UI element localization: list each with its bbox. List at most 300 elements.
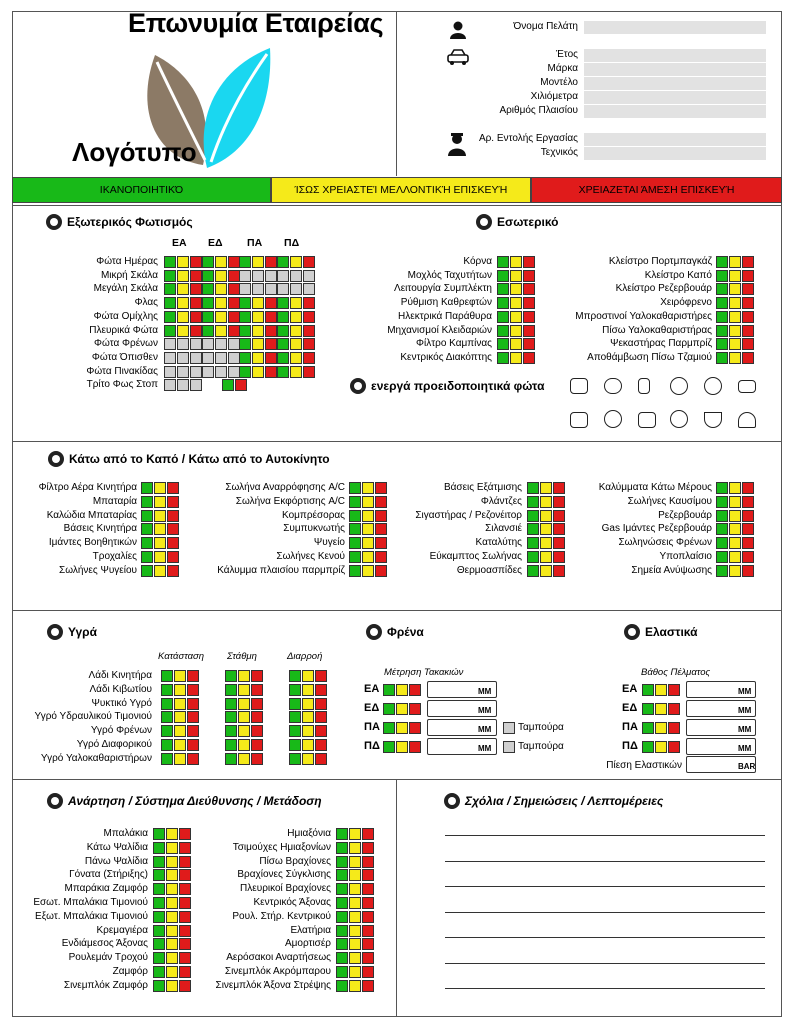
rating-box[interactable] [289, 725, 301, 737]
rating-box[interactable] [277, 325, 289, 337]
rating-box[interactable] [349, 897, 361, 909]
rating-box[interactable] [215, 256, 227, 268]
rating-box[interactable] [668, 722, 680, 734]
tire-tread-rating[interactable] [642, 684, 680, 696]
fluid-level-rating[interactable] [225, 670, 263, 682]
rating-box[interactable] [716, 352, 728, 364]
rating-box[interactable] [190, 379, 202, 391]
drum-checkbox[interactable] [503, 741, 515, 753]
rating-box[interactable] [239, 352, 251, 364]
rating-box[interactable] [349, 856, 361, 868]
ext-light-rating[interactable] [239, 311, 277, 323]
rating-box[interactable] [174, 684, 186, 696]
rating-box[interactable] [642, 741, 654, 753]
rating-box[interactable] [289, 739, 301, 751]
rating-box[interactable] [190, 366, 202, 378]
rating-box[interactable] [164, 325, 176, 337]
rating-box[interactable] [277, 270, 289, 282]
rating-box[interactable] [277, 297, 289, 309]
rating-box[interactable] [289, 684, 301, 696]
rating-box[interactable] [383, 722, 395, 734]
rating-box[interactable] [238, 698, 250, 710]
rating-box[interactable] [187, 670, 199, 682]
rating-box[interactable] [716, 510, 728, 522]
rating-box[interactable] [497, 283, 509, 295]
under-hood-rating[interactable] [716, 565, 754, 577]
rating-box[interactable] [349, 925, 361, 937]
rating-box[interactable] [251, 753, 263, 765]
ext-light-rating[interactable] [239, 283, 277, 295]
year-field[interactable] [584, 49, 766, 62]
interior-rating[interactable] [716, 311, 754, 323]
rating-box[interactable] [362, 869, 374, 881]
rating-box[interactable] [164, 366, 176, 378]
rating-box[interactable] [190, 352, 202, 364]
rating-box[interactable] [716, 537, 728, 549]
rating-box[interactable] [409, 684, 421, 696]
rating-box[interactable] [252, 352, 264, 364]
rating-box[interactable] [238, 725, 250, 737]
interior-rating[interactable] [716, 297, 754, 309]
rating-box[interactable] [302, 684, 314, 696]
rating-box[interactable] [349, 883, 361, 895]
rating-box[interactable] [190, 283, 202, 295]
fluid-leak-rating[interactable] [289, 753, 327, 765]
under-hood-rating[interactable] [716, 551, 754, 563]
ext-light-rating[interactable] [202, 256, 240, 268]
rating-box[interactable] [177, 311, 189, 323]
rating-box[interactable] [174, 739, 186, 751]
rating-box[interactable] [238, 711, 250, 723]
rating-box[interactable] [729, 256, 741, 268]
ext-light-rating[interactable] [164, 379, 202, 391]
fluid-condition-rating[interactable] [161, 711, 199, 723]
rating-box[interactable] [161, 725, 173, 737]
rating-box[interactable] [164, 256, 176, 268]
rating-box[interactable] [164, 297, 176, 309]
rating-box[interactable] [742, 311, 754, 323]
rating-box[interactable] [336, 980, 348, 992]
rating-box[interactable] [289, 670, 301, 682]
rating-box[interactable] [215, 270, 227, 282]
rating-box[interactable] [729, 565, 741, 577]
rating-box[interactable] [238, 739, 250, 751]
rating-box[interactable] [497, 311, 509, 323]
rating-box[interactable] [239, 297, 251, 309]
rating-box[interactable] [252, 256, 264, 268]
rating-box[interactable] [668, 684, 680, 696]
fluid-leak-rating[interactable] [289, 711, 327, 723]
rating-box[interactable] [277, 311, 289, 323]
rating-box[interactable] [187, 739, 199, 751]
rating-box[interactable] [238, 670, 250, 682]
rating-box[interactable] [716, 325, 728, 337]
rating-box[interactable] [177, 338, 189, 350]
suspension-rating[interactable] [336, 952, 374, 964]
rating-box[interactable] [716, 482, 728, 494]
rating-box[interactable] [174, 698, 186, 710]
ext-light-rating[interactable] [202, 283, 240, 295]
rating-box[interactable] [349, 966, 361, 978]
notes-line[interactable] [445, 963, 765, 964]
rating-box[interactable] [362, 897, 374, 909]
rating-box[interactable] [265, 256, 277, 268]
rating-box[interactable] [215, 297, 227, 309]
suspension-rating[interactable] [336, 828, 374, 840]
rating-box[interactable] [252, 338, 264, 350]
brake-pad-rating[interactable] [383, 684, 421, 696]
rating-box[interactable] [336, 842, 348, 854]
brake-pad-rating[interactable] [383, 741, 421, 753]
rating-box[interactable] [716, 338, 728, 350]
rating-box[interactable] [497, 352, 509, 364]
rating-box[interactable] [315, 684, 327, 696]
rating-box[interactable] [187, 684, 199, 696]
brake-pad-rating[interactable] [383, 722, 421, 734]
under-hood-rating[interactable] [716, 510, 754, 522]
rating-box[interactable] [265, 366, 277, 378]
tire-tread-rating[interactable] [642, 741, 680, 753]
suspension-rating[interactable] [336, 842, 374, 854]
make-field[interactable] [584, 63, 766, 76]
rating-box[interactable] [336, 938, 348, 950]
rating-box[interactable] [303, 366, 315, 378]
rating-box[interactable] [497, 297, 509, 309]
rating-box[interactable] [642, 703, 654, 715]
rating-box[interactable] [349, 869, 361, 881]
rating-box[interactable] [315, 698, 327, 710]
suspension-rating[interactable] [336, 980, 374, 992]
rating-box[interactable] [716, 270, 728, 282]
rating-box[interactable] [251, 698, 263, 710]
rating-box[interactable] [315, 725, 327, 737]
interior-rating[interactable] [716, 338, 754, 350]
work-order-field[interactable] [584, 133, 766, 146]
rating-box[interactable] [742, 283, 754, 295]
ext-light-rating[interactable] [164, 366, 202, 378]
rating-box[interactable] [396, 741, 408, 753]
interior-rating[interactable] [716, 256, 754, 268]
ext-light-rating[interactable] [202, 338, 240, 350]
rating-box[interactable] [729, 523, 741, 535]
rating-box[interactable] [362, 883, 374, 895]
rating-box[interactable] [215, 311, 227, 323]
rating-box[interactable] [336, 883, 348, 895]
rating-box[interactable] [277, 352, 289, 364]
rating-box[interactable] [742, 325, 754, 337]
rating-box[interactable] [289, 753, 301, 765]
rating-box[interactable] [716, 283, 728, 295]
ext-light-rating[interactable] [239, 338, 277, 350]
rating-box[interactable] [655, 684, 667, 696]
rating-box[interactable] [252, 283, 264, 295]
rating-box[interactable] [497, 256, 509, 268]
rating-box[interactable] [396, 703, 408, 715]
rating-box[interactable] [742, 482, 754, 494]
rating-box[interactable] [497, 338, 509, 350]
notes-line[interactable] [445, 937, 765, 938]
suspension-rating[interactable] [336, 925, 374, 937]
rating-box[interactable] [289, 698, 301, 710]
ext-light-rating[interactable] [202, 366, 240, 378]
rating-box[interactable] [729, 352, 741, 364]
rating-box[interactable] [349, 938, 361, 950]
ext-light-rating[interactable] [164, 338, 202, 350]
rating-box[interactable] [349, 842, 361, 854]
rating-box[interactable] [729, 297, 741, 309]
rating-box[interactable] [215, 325, 227, 337]
rating-box[interactable] [302, 725, 314, 737]
rating-box[interactable] [729, 551, 741, 563]
ext-light-rating[interactable] [239, 256, 277, 268]
ext-light-rating[interactable] [164, 311, 202, 323]
rating-box[interactable] [202, 352, 214, 364]
under-hood-rating[interactable] [716, 496, 754, 508]
rating-box[interactable] [164, 311, 176, 323]
suspension-rating[interactable] [336, 966, 374, 978]
rating-box[interactable] [190, 297, 202, 309]
rating-box[interactable] [277, 256, 289, 268]
rating-box[interactable] [265, 297, 277, 309]
rating-box[interactable] [742, 565, 754, 577]
rating-box[interactable] [655, 741, 667, 753]
interior-rating[interactable] [716, 325, 754, 337]
notes-line[interactable] [445, 988, 765, 989]
rating-box[interactable] [177, 283, 189, 295]
notes-line[interactable] [445, 886, 765, 887]
rating-box[interactable] [336, 966, 348, 978]
rating-box[interactable] [302, 739, 314, 751]
rating-box[interactable] [190, 311, 202, 323]
technician-field[interactable] [584, 147, 766, 160]
under-hood-rating[interactable] [716, 482, 754, 494]
rating-box[interactable] [225, 725, 237, 737]
rating-box[interactable] [190, 270, 202, 282]
rating-box[interactable] [409, 741, 421, 753]
rating-box[interactable] [336, 856, 348, 868]
rating-box[interactable] [235, 379, 247, 391]
rating-box[interactable] [336, 911, 348, 923]
ext-light-rating[interactable] [277, 366, 315, 378]
rating-box[interactable] [239, 366, 251, 378]
interior-rating[interactable] [716, 270, 754, 282]
rating-box[interactable] [729, 510, 741, 522]
ext-light-rating[interactable] [239, 352, 277, 364]
rating-box[interactable] [642, 684, 654, 696]
ext-light-rating[interactable] [222, 379, 247, 391]
rating-box[interactable] [222, 379, 234, 391]
rating-box[interactable] [409, 703, 421, 715]
fluid-condition-rating[interactable] [161, 725, 199, 737]
rating-box[interactable] [202, 270, 214, 282]
rating-box[interactable] [362, 828, 374, 840]
rating-box[interactable] [225, 670, 237, 682]
rating-box[interactable] [174, 725, 186, 737]
ext-light-rating[interactable] [164, 352, 202, 364]
rating-box[interactable] [289, 711, 301, 723]
checkbox[interactable] [503, 741, 515, 753]
rating-box[interactable] [362, 938, 374, 950]
fluid-level-rating[interactable] [225, 725, 263, 737]
suspension-rating[interactable] [336, 869, 374, 881]
ext-light-rating[interactable] [239, 366, 277, 378]
ext-light-rating[interactable] [164, 270, 202, 282]
rating-box[interactable] [190, 338, 202, 350]
rating-box[interactable] [265, 311, 277, 323]
rating-box[interactable] [742, 523, 754, 535]
fluid-leak-rating[interactable] [289, 725, 327, 737]
rating-box[interactable] [161, 698, 173, 710]
fluid-leak-rating[interactable] [289, 684, 327, 696]
rating-box[interactable] [252, 366, 264, 378]
rating-box[interactable] [742, 338, 754, 350]
suspension-rating[interactable] [336, 856, 374, 868]
rating-box[interactable] [742, 537, 754, 549]
fluid-leak-rating[interactable] [289, 739, 327, 751]
rating-box[interactable] [164, 379, 176, 391]
rating-box[interactable] [251, 711, 263, 723]
rating-box[interactable] [716, 256, 728, 268]
rating-box[interactable] [174, 670, 186, 682]
rating-box[interactable] [161, 711, 173, 723]
rating-box[interactable] [202, 366, 214, 378]
rating-box[interactable] [315, 753, 327, 765]
rating-box[interactable] [729, 270, 741, 282]
ext-light-rating[interactable] [202, 270, 240, 282]
rating-box[interactable] [161, 753, 173, 765]
interior-rating[interactable] [716, 283, 754, 295]
rating-box[interactable] [668, 703, 680, 715]
rating-box[interactable] [202, 325, 214, 337]
interior-rating[interactable] [716, 352, 754, 364]
rating-box[interactable] [225, 684, 237, 696]
ext-light-rating[interactable] [164, 297, 202, 309]
ext-light-rating[interactable] [202, 352, 240, 364]
brake-pad-rating[interactable] [383, 703, 421, 715]
fluid-leak-rating[interactable] [289, 670, 327, 682]
rating-box[interactable] [252, 297, 264, 309]
rating-box[interactable] [742, 510, 754, 522]
rating-box[interactable] [225, 698, 237, 710]
rating-box[interactable] [239, 256, 251, 268]
rating-box[interactable] [336, 925, 348, 937]
rating-box[interactable] [336, 952, 348, 964]
rating-box[interactable] [742, 297, 754, 309]
rating-box[interactable] [383, 703, 395, 715]
rating-box[interactable] [225, 739, 237, 751]
rating-box[interactable] [290, 366, 302, 378]
rating-box[interactable] [187, 753, 199, 765]
rating-box[interactable] [742, 551, 754, 563]
drum-checkbox[interactable] [503, 722, 515, 734]
rating-box[interactable] [729, 482, 741, 494]
rating-box[interactable] [716, 565, 728, 577]
rating-box[interactable] [362, 952, 374, 964]
rating-box[interactable] [265, 283, 277, 295]
fluid-level-rating[interactable] [225, 698, 263, 710]
rating-box[interactable] [277, 283, 289, 295]
fluid-condition-rating[interactable] [161, 753, 199, 765]
ext-light-rating[interactable] [202, 297, 240, 309]
ext-light-rating[interactable] [164, 256, 202, 268]
rating-box[interactable] [716, 523, 728, 535]
rating-box[interactable] [177, 379, 189, 391]
ext-light-rating[interactable] [202, 311, 240, 323]
notes-line[interactable] [445, 861, 765, 862]
rating-box[interactable] [497, 325, 509, 337]
rating-box[interactable] [215, 366, 227, 378]
rating-box[interactable] [251, 670, 263, 682]
rating-box[interactable] [265, 325, 277, 337]
rating-box[interactable] [383, 741, 395, 753]
fluid-condition-rating[interactable] [161, 684, 199, 696]
rating-box[interactable] [251, 739, 263, 751]
rating-box[interactable] [265, 352, 277, 364]
rating-box[interactable] [164, 352, 176, 364]
rating-box[interactable] [742, 496, 754, 508]
fluid-level-rating[interactable] [225, 711, 263, 723]
fluid-condition-rating[interactable] [161, 670, 199, 682]
rating-box[interactable] [215, 352, 227, 364]
rating-box[interactable] [187, 725, 199, 737]
rating-box[interactable] [161, 684, 173, 696]
rating-box[interactable] [349, 828, 361, 840]
rating-box[interactable] [239, 311, 251, 323]
rating-box[interactable] [187, 698, 199, 710]
rating-box[interactable] [164, 270, 176, 282]
rating-box[interactable] [190, 325, 202, 337]
under-hood-rating[interactable] [716, 523, 754, 535]
rating-box[interactable] [362, 911, 374, 923]
rating-box[interactable] [729, 537, 741, 549]
fluid-level-rating[interactable] [225, 684, 263, 696]
rating-box[interactable] [174, 753, 186, 765]
rating-box[interactable] [729, 311, 741, 323]
checkbox[interactable] [503, 722, 515, 734]
rating-box[interactable] [177, 352, 189, 364]
rating-box[interactable] [716, 297, 728, 309]
rating-box[interactable] [202, 283, 214, 295]
tire-tread-rating[interactable] [642, 722, 680, 734]
rating-box[interactable] [349, 952, 361, 964]
rating-box[interactable] [177, 325, 189, 337]
rating-box[interactable] [164, 283, 176, 295]
rating-box[interactable] [265, 338, 277, 350]
fluid-level-rating[interactable] [225, 739, 263, 751]
rating-box[interactable] [225, 711, 237, 723]
rating-box[interactable] [655, 703, 667, 715]
customer-name-field[interactable] [584, 21, 766, 34]
rating-box[interactable] [252, 270, 264, 282]
rating-box[interactable] [202, 338, 214, 350]
suspension-rating[interactable] [336, 883, 374, 895]
rating-box[interactable] [202, 311, 214, 323]
rating-box[interactable] [164, 338, 176, 350]
rating-box[interactable] [225, 753, 237, 765]
ext-light-rating[interactable] [164, 283, 202, 295]
ext-light-rating[interactable] [239, 270, 277, 282]
rating-box[interactable] [202, 256, 214, 268]
rating-box[interactable] [302, 670, 314, 682]
rating-box[interactable] [174, 711, 186, 723]
ext-light-rating[interactable] [164, 325, 202, 337]
rating-box[interactable] [362, 980, 374, 992]
rating-box[interactable] [729, 283, 741, 295]
rating-box[interactable] [396, 722, 408, 734]
rating-box[interactable] [362, 925, 374, 937]
rating-box[interactable] [655, 722, 667, 734]
rating-box[interactable] [729, 496, 741, 508]
